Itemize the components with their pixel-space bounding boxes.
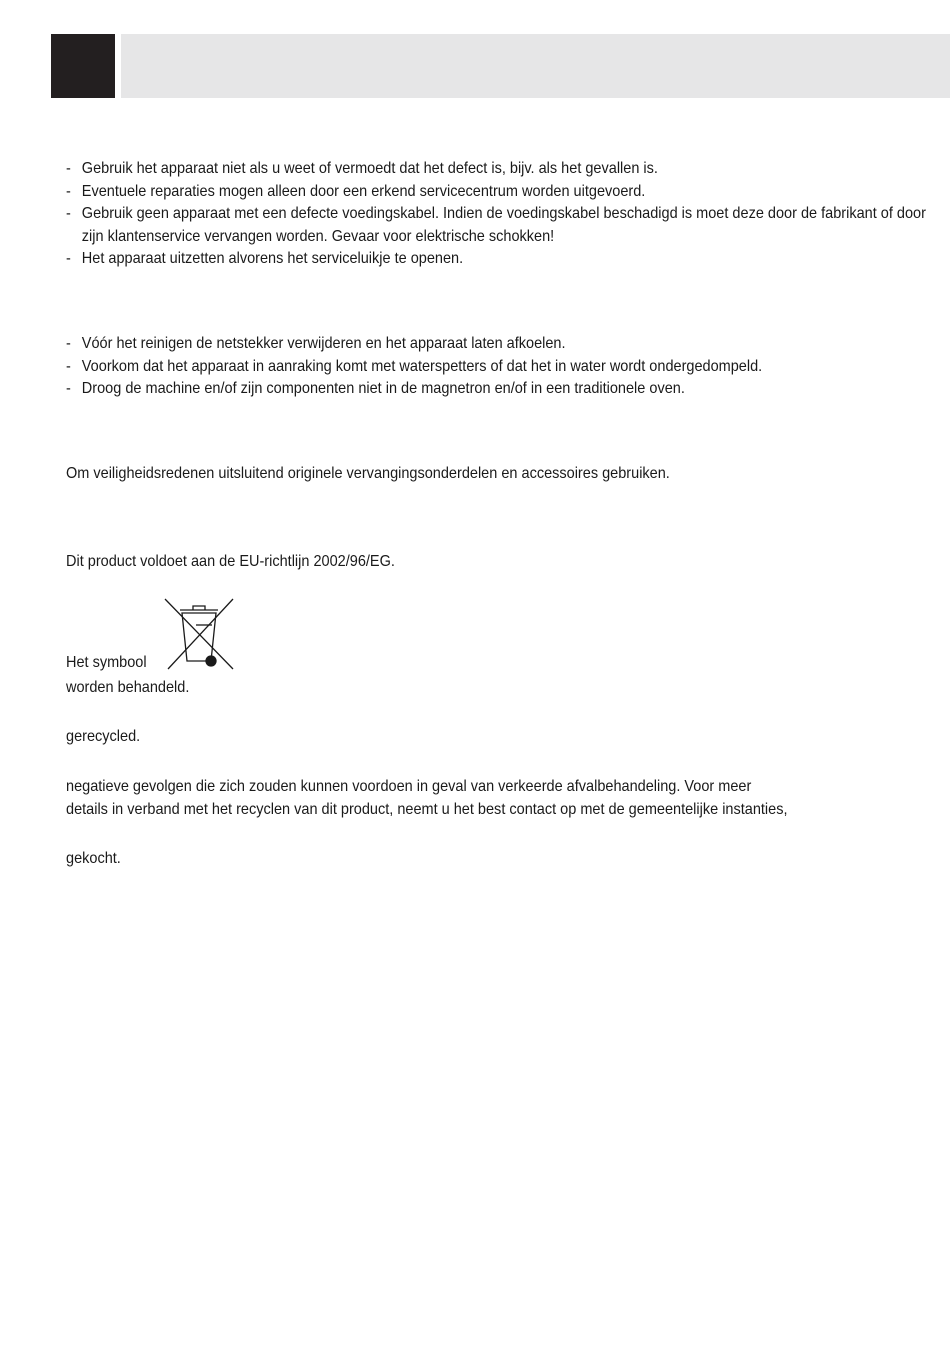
header-bar: [121, 34, 950, 98]
list-item: - Eventuele reparaties mogen alleen door een erkend servicecentrum worden uitgevoerd.: [66, 181, 926, 204]
list-item: - Gebruik geen apparaat met een defecte voedingskabel. Indien de voedingskabel beschadigd is moet deze door de fabrikant of door zijn klantenservice vervangen worden. Gevaar voor elektrische schokken!: [66, 203, 926, 248]
list-item: - Vóór het reinigen de netstekker verwijderen en het apparaat laten afkoelen.: [66, 333, 926, 356]
directive-text: Dit product voldoet aan de EU-richtlijn 2002/96/EG.: [66, 553, 395, 570]
bought-text: gekocht.: [66, 850, 121, 867]
section-marker-block: [51, 34, 115, 98]
repair-section: [66, 158, 926, 271]
list-item: - Het apparaat uitzetten alvorens het serviceluikje te openen.: [66, 248, 926, 271]
consequences-text-2: details in verband met het recyclen van dit product, neemt u het best contact op met de gemeentelijke instanties,: [66, 801, 788, 818]
symbol-text: Het symbool: [66, 654, 147, 671]
list-item: - Droog de machine en/of zijn componenten niet in de magnetron en/of in een traditionele oven.: [66, 378, 926, 401]
spare-parts-text: Om veiligheidsredenen uitsluitend originele vervangingsonderdelen en accessoires gebruiken.: [66, 465, 670, 482]
crossed-out-wheelie-bin-icon: [163, 597, 235, 671]
recycled-text: gerecycled.: [66, 728, 141, 745]
repair-list: [66, 158, 926, 271]
treated-text: worden behandeld.: [66, 679, 190, 696]
consequences-text-1: negatieve gevolgen die zich zouden kunnen voordoen in geval van verkeerde afvalbehandeling. Voor meer: [66, 778, 752, 795]
cleaning-section: [66, 333, 926, 401]
cleaning-list: [66, 333, 926, 401]
list-item: - Voorkom dat het apparaat in aanraking komt met waterspetters of dat het in water wordt ondergedompeld.: [66, 356, 926, 379]
list-item: - Gebruik het apparaat niet als u weet of vermoedt dat het defect is, bijv. als het gevallen is.: [66, 158, 926, 181]
